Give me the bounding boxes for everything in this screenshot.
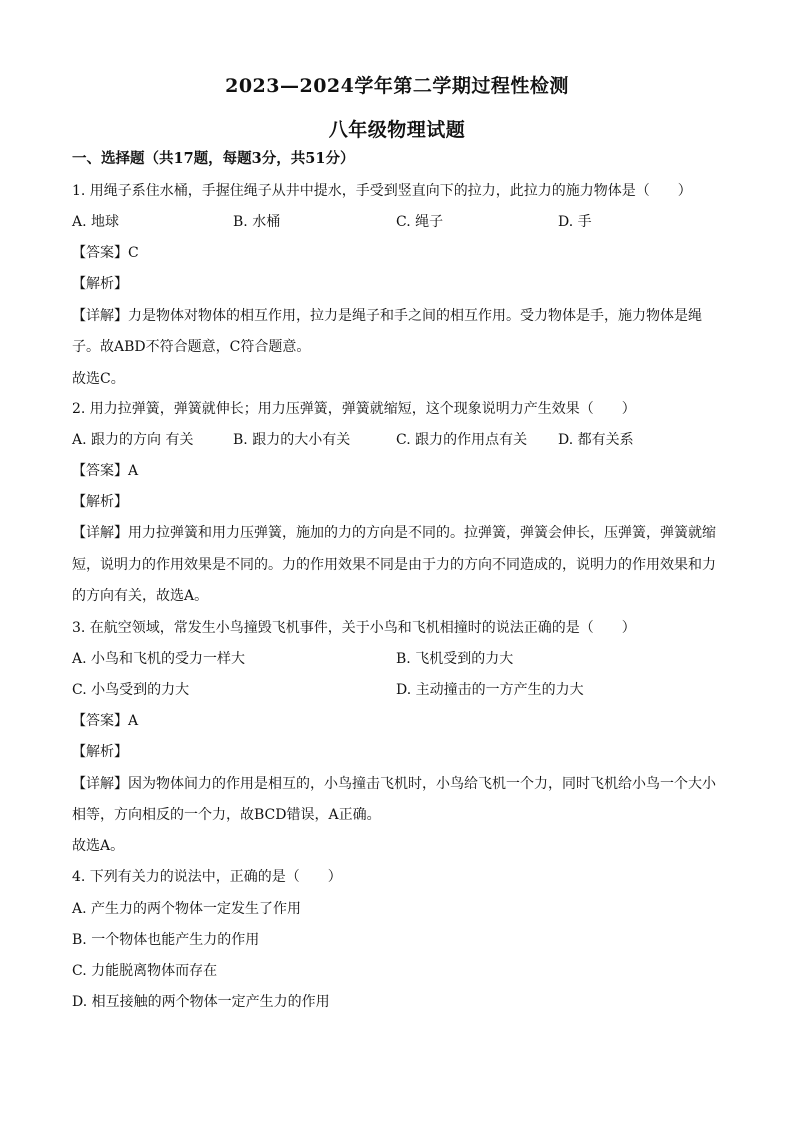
question-4-option-c: C. 力能脱离物体而存在: [72, 963, 218, 979]
question-1-answer: 【答案】C: [72, 245, 139, 261]
question-2-detail-line-2: 短，说明力的作用效果是不同的。力的作用效果不同是由于力的方向不同造成的，说明力的作用效果和力: [72, 557, 716, 573]
question-3-detail-line-1: 【详解】因为物体间力的作用是相互的，小鸟撞击飞机时，小鸟给飞机一个力，同时飞机给小鸟一个大小: [72, 776, 716, 792]
question-4-option-a: A. 产生力的两个物体一定发生了作用: [72, 901, 302, 917]
question-3-conclusion: 故选A。: [72, 838, 125, 854]
question-1-analysis: 【解析】: [72, 276, 128, 292]
page-title: 2023—2024学年第二学期过程性检测: [225, 75, 569, 97]
question-2-detail-line-3: 的方向有关，故选A。: [72, 588, 209, 604]
question-3-option-c: C. 小鸟受到的力大: [72, 682, 190, 698]
question-1-option-a: A. 地球: [72, 214, 120, 230]
question-2-option-a: A. 跟力的方向 有关: [72, 432, 194, 448]
question-1-detail-line-2: 子。故ABD不符合题意，C符合题意。: [72, 339, 311, 355]
question-1-option-b: B. 水桶: [233, 214, 281, 230]
question-3-stem: 3. 在航空领域，常发生小鸟撞毁飞机事件，关于小鸟和飞机相撞时的说法正确的是（ ）: [72, 620, 636, 636]
question-4-stem: 4. 下列有关力的说法中，正确的是（ ）: [72, 869, 342, 885]
question-3-detail-line-2: 相等，方向相反的一个力，故BCD错误，A正确。: [72, 807, 381, 823]
question-2-option-d: D. 都有关系: [558, 432, 634, 448]
question-4-option-b: B. 一个物体也能产生力的作用: [72, 932, 260, 948]
question-3-analysis: 【解析】: [72, 744, 128, 760]
page-subtitle: 八年级物理试题: [328, 119, 466, 141]
question-3-answer: 【答案】A: [72, 713, 139, 729]
question-2-detail-line-1: 【详解】用力拉弹簧和用力压弹簧，施加的力的方向是不同的。拉弹簧，弹簧会伸长，压弹簧，弹簧就缩: [72, 525, 716, 541]
question-1-conclusion: 故选C。: [72, 371, 125, 387]
question-1-option-d: D. 手: [558, 214, 592, 230]
question-3-option-a: A. 小鸟和飞机的受力一样大: [72, 651, 246, 667]
question-3-option-b: B. 飞机受到的力大: [396, 651, 514, 667]
question-2-analysis: 【解析】: [72, 494, 128, 510]
question-2-option-b: B. 跟力的大小有关: [233, 432, 351, 448]
question-3-option-d: D. 主动撞击的一方产生的力大: [396, 682, 584, 698]
question-1-option-c: C. 绳子: [396, 214, 444, 230]
question-1-detail-line-1: 【详解】力是物体对物体的相互作用，拉力是绳子和手之间的相互作用。受力物体是手，施力物体是绳: [72, 308, 702, 324]
question-2-option-c: C. 跟力的作用点有关: [396, 432, 528, 448]
question-2-answer: 【答案】A: [72, 463, 139, 479]
question-1-stem: 1. 用绳子系住水桶，手握住绳子从井中提水，手受到竖直向下的拉力，此拉力的施力物体是（ ）: [72, 183, 692, 199]
question-2-stem: 2. 用力拉弹簧，弹簧就伸长；用力压弹簧，弹簧就缩短，这个现象说明力产生效果（ ）: [72, 401, 636, 417]
question-4-option-d: D. 相互接触的两个物体一定产生力的作用: [72, 994, 330, 1010]
section-heading: 一、选择题（共17题，每题3分，共51分）: [72, 150, 355, 167]
